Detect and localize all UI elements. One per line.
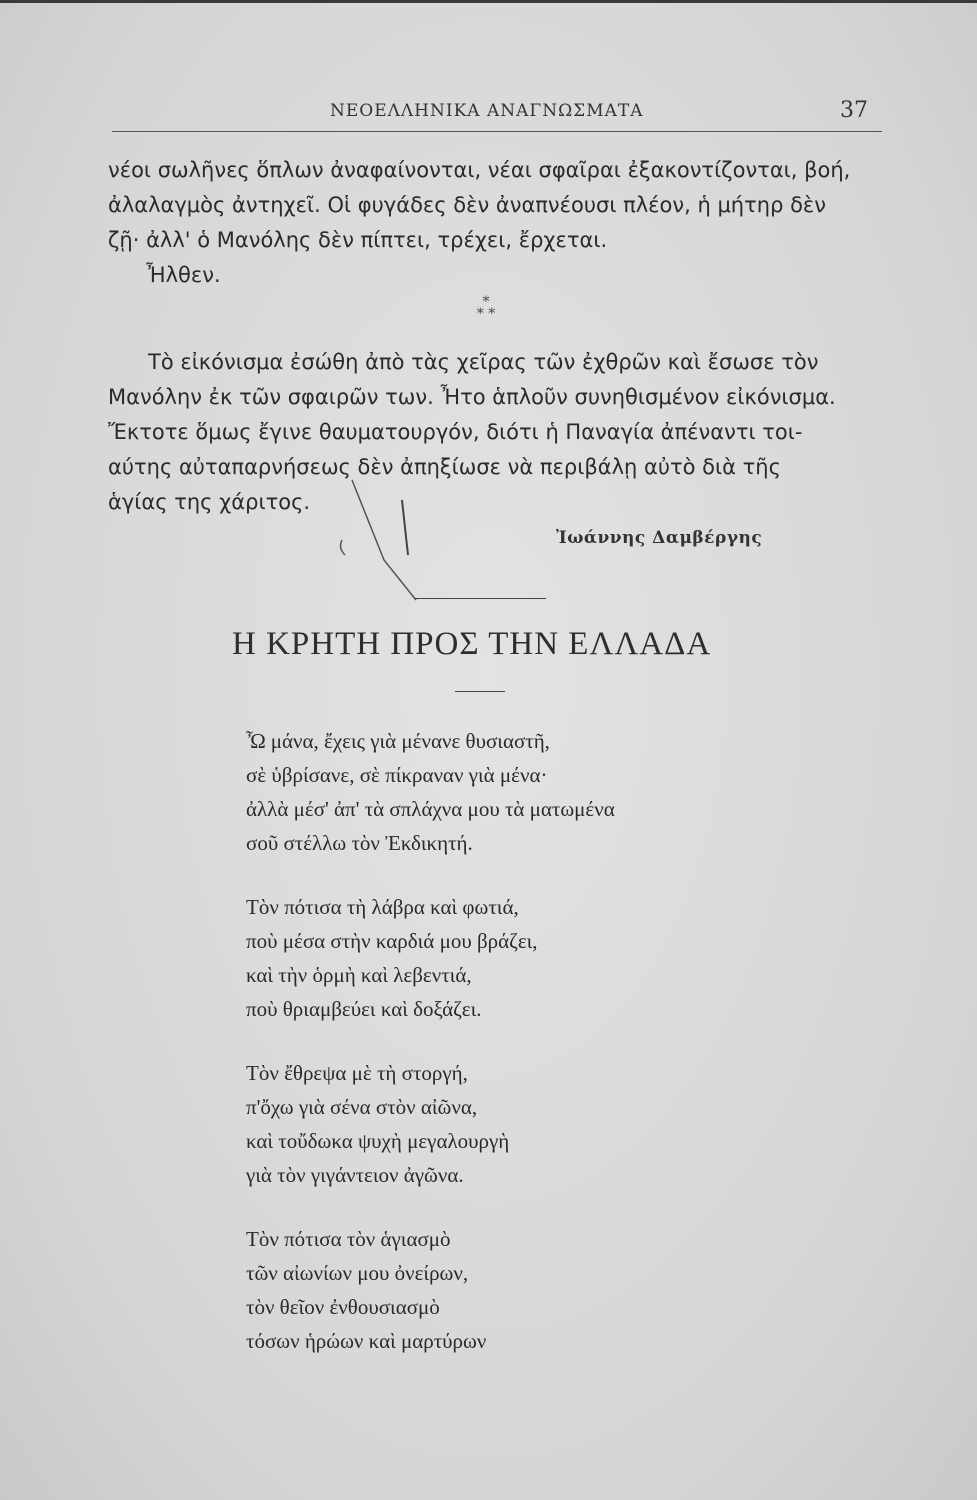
poem-title: Η ΚΡΗΤΗ ΠΡΟΣ ΤΗΝ ΕΛΛΑΔΑ [232, 626, 712, 662]
prose-line: Ἦλθεν. [146, 263, 221, 287]
prose-line: αύτης αὐταπαρνήσεως δὲν ἀπηξίωσε νὰ περιβάλῃ αὐτὸ διὰ τῆς [108, 455, 781, 479]
poem-line: γιὰ τὸν γιγάντειον ἀγῶνα. [246, 1163, 464, 1187]
poem-line: Ὦ μάνα, ἔχεις γιὰ μένανε θυσιαστῆ, [246, 729, 550, 753]
prose-line: ἀλαλαγμὸς ἀντηχεῖ. Οἱ φυγάδες δὲν ἀναπνέουσι πλέον, ἡ μήτηρ δὲν [108, 193, 826, 217]
poem-line: ποὺ θριαμβεύει καὶ δοξάζει. [246, 997, 482, 1021]
section-separator [414, 598, 546, 599]
poem-line: σὲ ὑβρίσανε, σὲ πίκραναν γιὰ μένα· [246, 763, 548, 787]
poem-stanza-2 [246, 890, 538, 1026]
poem-line: σοῦ στέλλω τὸν Ἐκδικητή. [246, 831, 473, 855]
title-rule [455, 691, 505, 692]
poem-line: Τὸν πότισα τὸν ἁγιασμὸ [246, 1227, 451, 1251]
poem-line: τόσων ἡρώων καὶ μαρτύρων [246, 1329, 487, 1353]
prose-line: Τὸ εἰκόνισμα ἐσώθη ἀπὸ τὰς χεῖρας τῶν ἐχθρῶν καὶ ἔσωσε τὸν [148, 350, 819, 374]
asterism-text: * * * [476, 294, 496, 322]
poem-line: ἀλλὰ μέσ' ἀπ' τὰ σπλάχνα μου τὰ ματωμένα [246, 797, 615, 821]
running-header: ΝΕΟΕΛΛΗΝΙΚΑ ΑΝΑΓΝΩΣΜΑΤΑ [330, 101, 644, 121]
prose-line: νέοι σωλῆνες ὅπλων ἀναφαίνονται, νέαι σφαῖραι ἐξακοντίζονται, βοή, [108, 158, 851, 182]
poem-line: τὸν θεῖον ἐνθουσιασμὸ [246, 1295, 440, 1319]
prose-line: Ἔκτοτε ὅμως ἔγινε θαυματουργόν, διότι ἡ Παναγία ἀπέναντι τοι- [108, 420, 803, 444]
poem-stanza-1 [246, 724, 615, 860]
poem-stanza-4 [246, 1222, 486, 1358]
poem-line: π'ὄχω γιὰ σένα στὸν αἰῶνα, [246, 1095, 478, 1119]
poem-line: καὶ τὴν ὁρμὴ καὶ λεβεντιά, [246, 963, 472, 987]
prose-line: Μανόλην ἐκ τῶν σφαιρῶν των. Ἦτο ἁπλοῦν συνηθισμένον εἰκόνισμα. [108, 385, 836, 409]
poem-line: ποὺ μέσα στὴν καρδιά μου βράζει, [246, 929, 538, 953]
page-number: 37 [840, 98, 868, 123]
prose-line: ζῇ· ἀλλ' ὁ Μανόλης δὲν πίπτει, τρέχει, ἔρχεται. [108, 228, 608, 252]
poem-line: καὶ τοὔδωκα ψυχὴ μεγαλουργὴ [246, 1129, 510, 1153]
poem-stanza-3 [246, 1056, 509, 1192]
poem-line: Τὸν πότισα τὴ λάβρα καὶ φωτιά, [246, 895, 519, 919]
poem-line: Τὸν ἔθρεψα μὲ τὴ στοργή, [246, 1061, 468, 1085]
poem-line: τῶν αἰωνίων μου ὀνείρων, [246, 1261, 469, 1285]
prose-line: ἁγίας της χάριτος. [108, 490, 311, 514]
author-signature: Ἰωάννης Δαμβέργης [556, 528, 763, 548]
